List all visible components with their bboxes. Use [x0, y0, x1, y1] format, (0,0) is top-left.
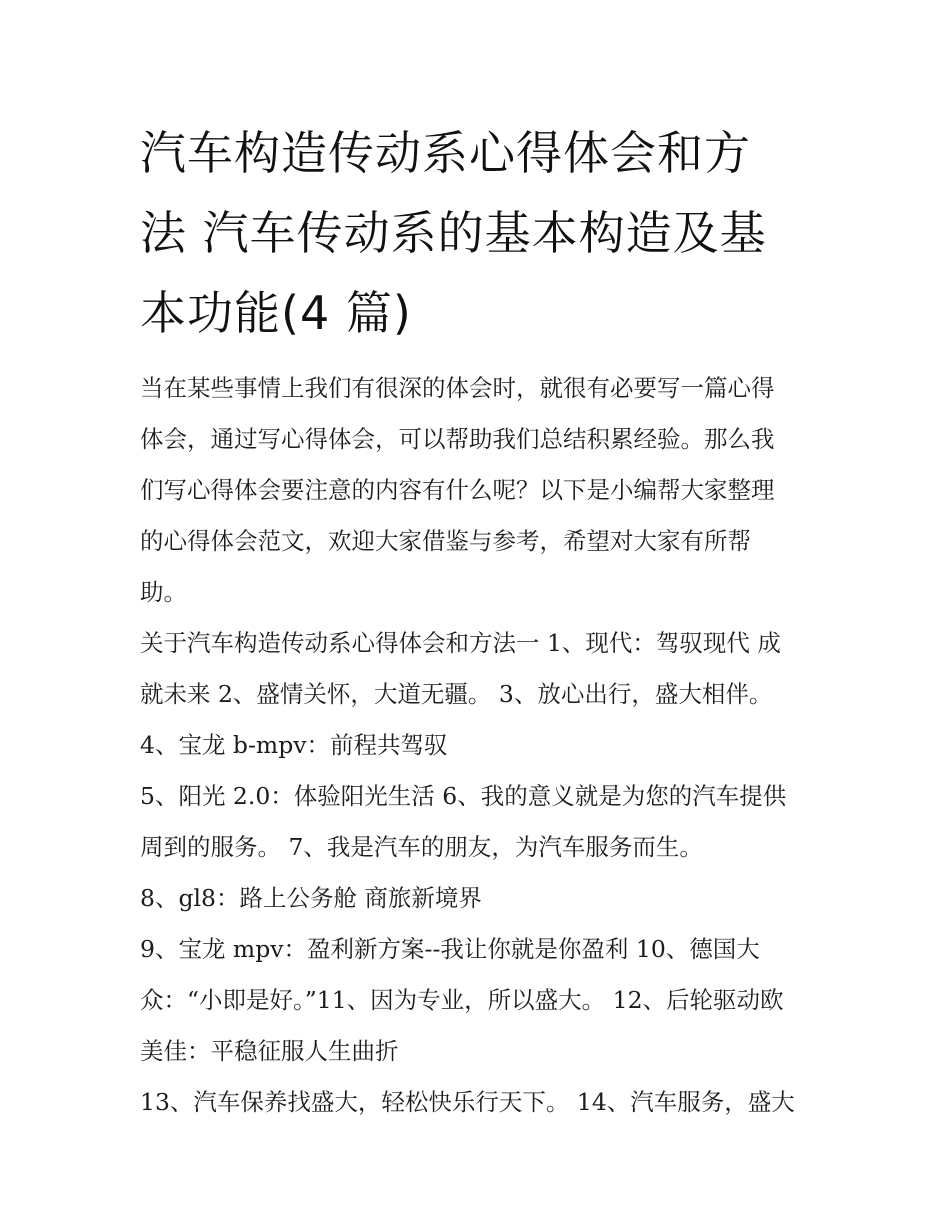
title-line: 法 汽车传动系的基本构造及基 — [140, 206, 767, 260]
intro-paragraph — [140, 363, 815, 618]
text-line: 5、阳光 2.0：体验阳光生活 6、我的意义就是为您的汽车提供 — [140, 782, 787, 810]
paragraph — [140, 924, 815, 1077]
title-line: 本功能(4 篇) — [140, 286, 412, 340]
paragraph — [140, 1077, 815, 1128]
text-line: 当在某些事情上我们有很深的体会时，就很有必要写一篇心得 — [140, 374, 775, 402]
text-line: 众：“小即是好。”11、因为专业，所以盛大。 12、后轮驱动欧 — [140, 986, 784, 1014]
text-line: 们写心得体会要注意的内容有什么呢？以下是小编帮大家整理 — [140, 476, 775, 504]
text-line: 就未来 2、盛情关怀，大道无疆。 3、放心出行，盛大相伴。 — [140, 680, 773, 708]
text-line: 美佳：平稳征服人生曲折 — [140, 1037, 399, 1065]
paragraph — [140, 873, 815, 924]
text-line: 13、汽车保养找盛大，轻松快乐行天下。 14、汽车服务，盛大 — [140, 1088, 795, 1116]
text-line: 助。 — [140, 578, 187, 606]
text-line: 体会，通过写心得体会，可以帮助我们总结积累经验。那么我 — [140, 425, 775, 453]
paragraph — [140, 618, 815, 720]
document-body — [140, 363, 815, 1128]
text-line: 周到的服务。 7、我是汽车的朋友，为汽车服务而生。 — [140, 833, 703, 861]
text-line: 8、gl8：路上公务舱 商旅新境界 — [140, 884, 482, 912]
text-line: 关于汽车构造传动系心得体会和方法一 1、现代：驾驭现代 成 — [140, 629, 781, 657]
text-line: 9、宝龙 mpv：盈利新方案--我让你就是你盈利 10、德国大 — [140, 935, 760, 963]
paragraph — [140, 771, 815, 873]
text-line: 4、宝龙 b-mpv：前程共驾驭 — [140, 731, 448, 759]
document-content — [140, 113, 815, 1128]
title-line: 汽车构造传动系心得体会和方 — [140, 126, 751, 180]
paragraph — [140, 720, 815, 771]
text-line: 的心得体会范文，欢迎大家借鉴与参考，希望对大家有所帮 — [140, 527, 751, 555]
document-title — [140, 113, 815, 353]
